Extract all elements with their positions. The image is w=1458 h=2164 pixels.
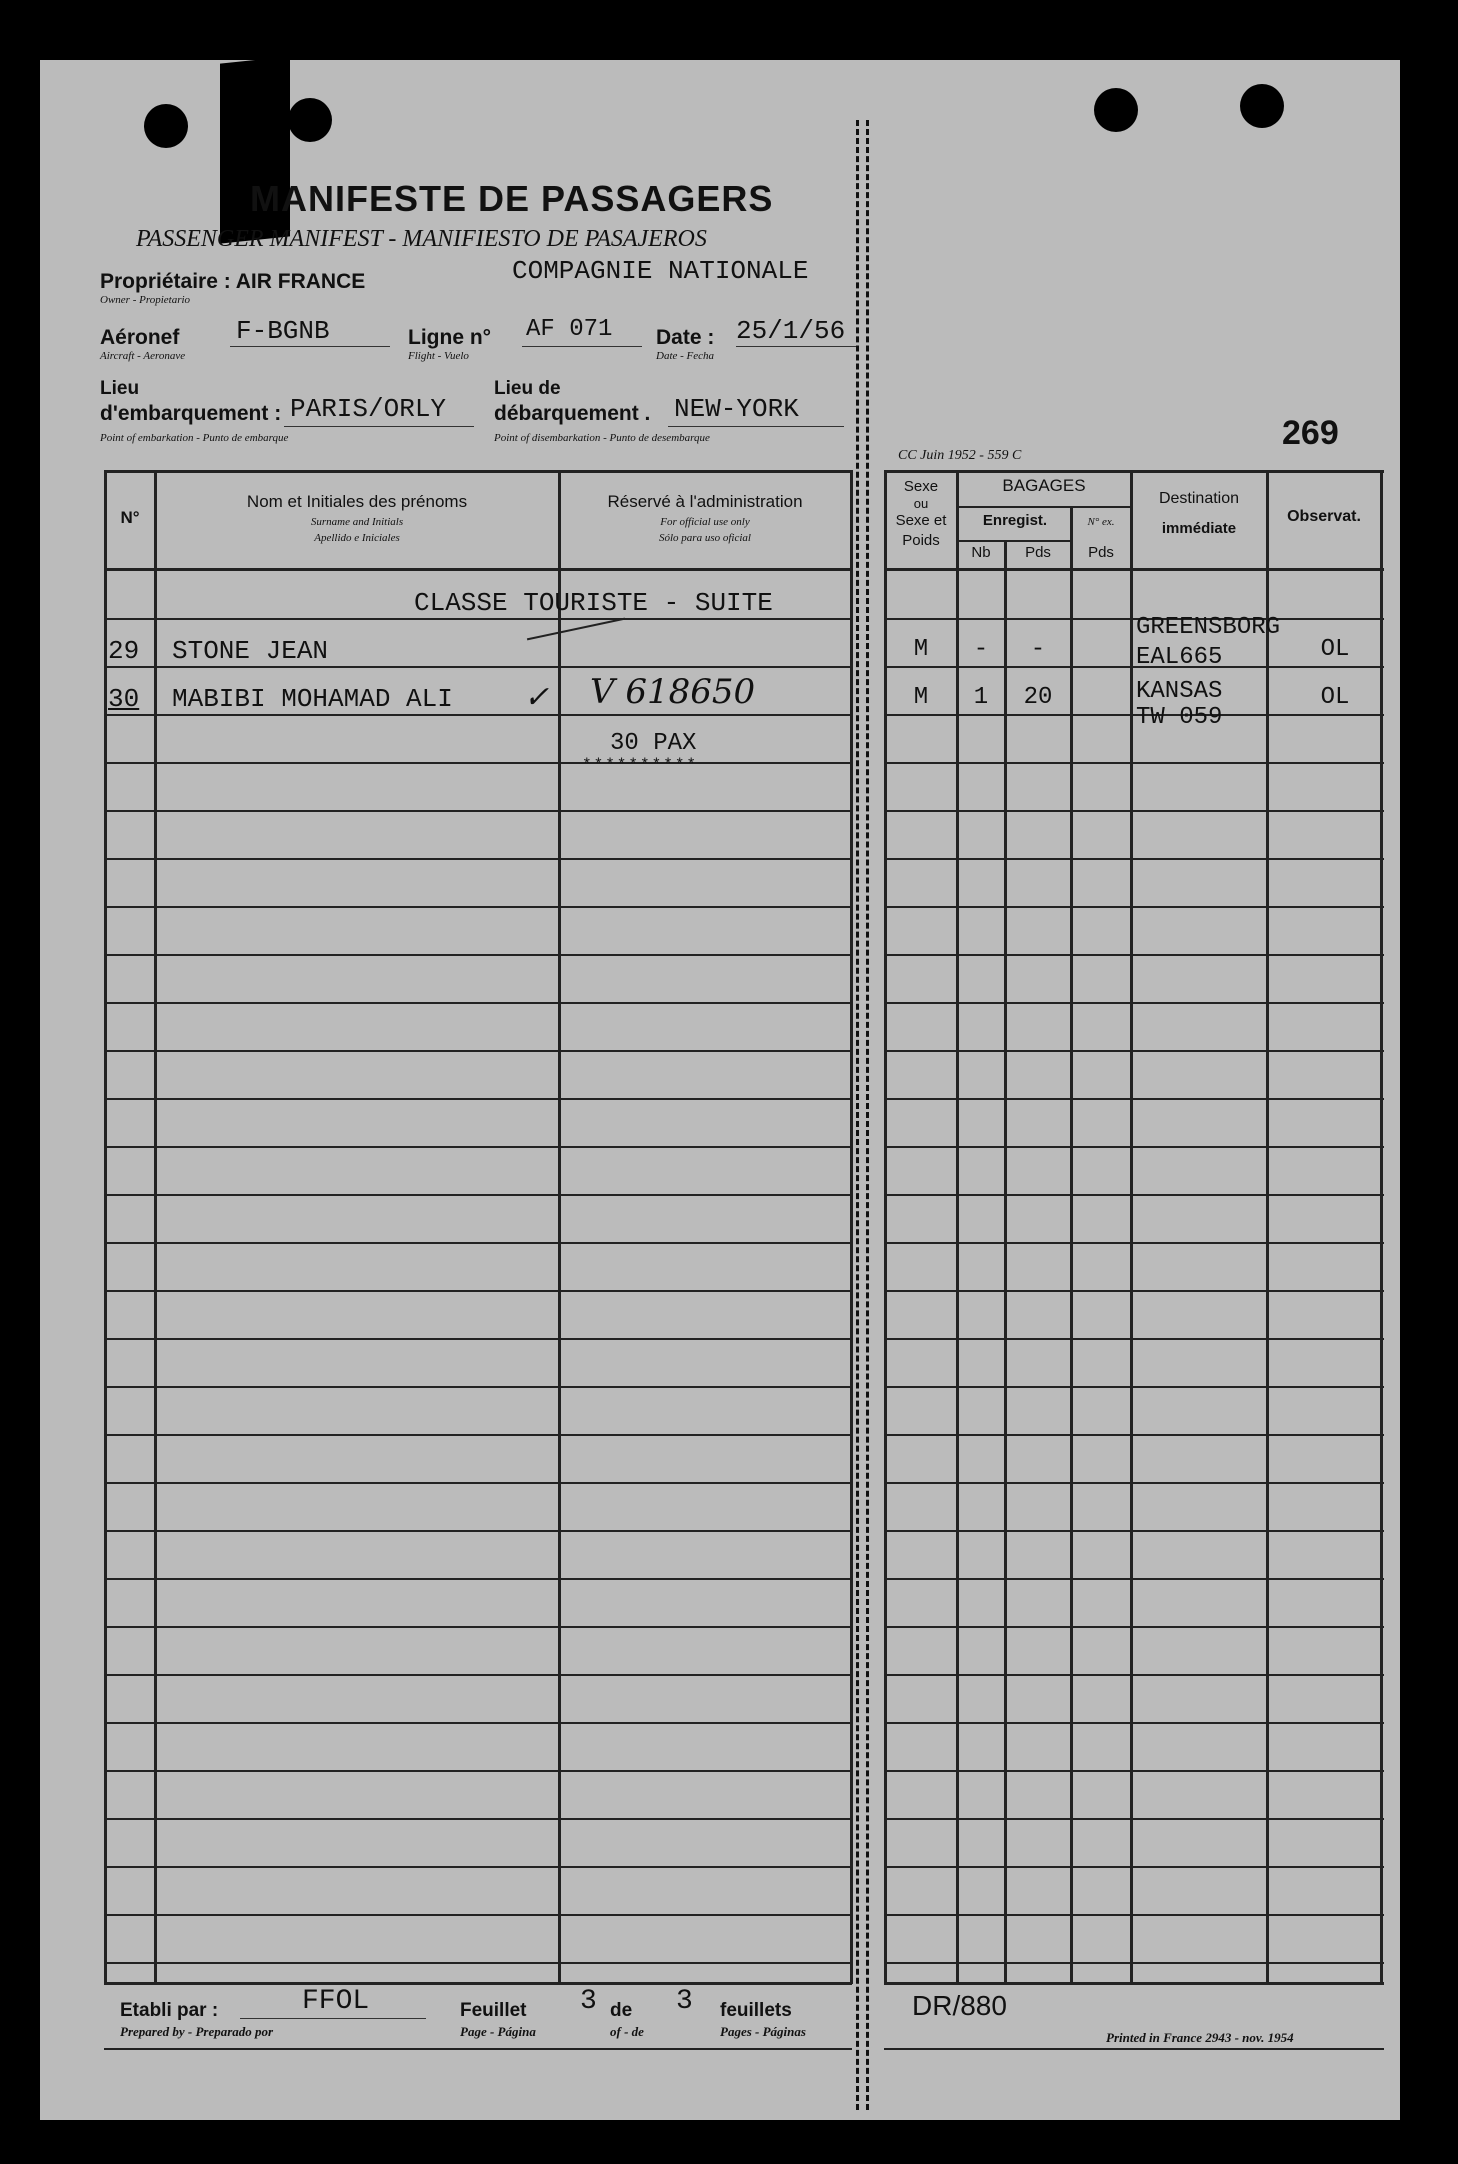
admin-reference: V 618650 <box>590 672 756 712</box>
row-rule <box>884 1434 1384 1436</box>
col-header-admin: Réservé à l'administration <box>607 492 803 511</box>
col-border-pds <box>1070 506 1073 1984</box>
of-label: de <box>610 2000 633 2021</box>
embark-value: PARIS/ORLY <box>290 394 447 424</box>
footer-bottom-line-right <box>884 2048 1384 2050</box>
row-rule <box>884 1626 1384 1628</box>
manifest-sheet <box>40 60 1400 2120</box>
aircraft-label: Aéronef <box>100 326 180 349</box>
header-bottom-border <box>104 568 852 571</box>
form-code: CC Juin 1952 - 559 C <box>898 448 1022 463</box>
row-rule <box>104 810 852 812</box>
col-header-no: N° <box>120 508 140 527</box>
row-rule <box>884 1338 1384 1340</box>
row-rule <box>104 618 852 620</box>
flight-sub: Flight - Vuelo <box>408 350 469 362</box>
col-header-baggage: BAGAGES <box>1002 476 1086 495</box>
right-header-bottom <box>884 568 1384 571</box>
disembark-sub: Point of disembarkation - Punto de desembarque <box>494 432 710 444</box>
row-rule <box>884 1146 1384 1148</box>
col-header-registered: Enregist. <box>982 512 1048 529</box>
destination-city: KANSAS <box>1136 678 1223 705</box>
embark-sub: Point of embarkation - Punto de embarque <box>100 432 289 444</box>
row-rule <box>104 1482 852 1484</box>
flight-label: Ligne n° <box>408 326 492 349</box>
punch-hole <box>288 98 332 142</box>
row-rule <box>884 1914 1384 1916</box>
right-table-top-border <box>884 470 1384 473</box>
row-rule <box>884 858 1384 860</box>
date-label: Date : <box>656 326 715 349</box>
date-value: 25/1/56 <box>736 316 846 346</box>
row-rule <box>104 954 852 956</box>
total-stars: ********** <box>582 756 699 774</box>
row-rule <box>104 1866 852 1868</box>
row-rule <box>104 1722 852 1724</box>
row-rule <box>104 1146 852 1148</box>
sheet-label: Feuillet <box>460 2000 527 2021</box>
row-rule <box>884 906 1384 908</box>
check-mark-icon: ✓ <box>524 680 550 715</box>
col-header-pds-excess: Pds <box>1088 544 1114 561</box>
row-number: 29 <box>108 636 140 666</box>
col-header-destination-2: immédiate <box>1161 520 1237 537</box>
col-header-pds: Pds <box>1025 544 1051 561</box>
aircraft-sub: Aircraft - Aeronave <box>100 350 186 362</box>
prepared-label: Etabli par : <box>120 2000 219 2021</box>
row-rule <box>884 810 1384 812</box>
col-header-destination-1: Destination <box>1158 490 1240 507</box>
col-border-right <box>850 470 853 1984</box>
owner-sub: Owner - Propietario <box>100 294 191 306</box>
row-rule <box>104 1626 852 1628</box>
col-border-left <box>104 470 107 1984</box>
disembark-field-line <box>668 426 844 427</box>
punch-hole <box>144 104 188 148</box>
prepared-sub: Prepared by - Preparado por <box>120 2024 274 2039</box>
perforation-line <box>856 120 859 2110</box>
perforation-line <box>866 120 869 2110</box>
col-header-name-sub1: Surname and Initials <box>310 516 404 528</box>
embark-label-2: d'embarquement : <box>100 402 282 425</box>
company-stamp: COMPAGNIE NATIONALE <box>512 256 809 286</box>
of-sub: of - de <box>610 2024 644 2039</box>
reference-code: DR/880 <box>912 1990 1007 2021</box>
col-header-nb: Nb <box>971 544 991 561</box>
col-border-name <box>558 470 561 1984</box>
row-rule <box>104 1674 852 1676</box>
manifest-subtitle: PASSENGER MANIFEST - MANIFIESTO DE PASAJEROS <box>136 226 707 252</box>
col-border-excess <box>1130 470 1133 1984</box>
right-table-bottom <box>884 1982 1384 1985</box>
passenger-sex: M <box>913 684 929 711</box>
disembark-value: NEW-YORK <box>674 394 799 424</box>
page-number: 269 <box>1282 414 1339 452</box>
row-rule <box>884 1578 1384 1580</box>
row-rule <box>884 1482 1384 1484</box>
prepared-value: FFOL <box>302 1986 370 2017</box>
row-rule <box>104 1530 852 1532</box>
row-rule <box>104 1194 852 1196</box>
col-border-right-edge <box>1380 470 1383 1984</box>
row-rule <box>104 1290 852 1292</box>
row-rule <box>884 954 1384 956</box>
sheets-label: feuillets <box>720 2000 792 2021</box>
col-header-sex-1: Sexe <box>903 478 939 495</box>
col-border-nb <box>1004 540 1007 1984</box>
aircraft-value: F-BGNB <box>236 316 330 346</box>
col-border-no <box>154 470 157 1984</box>
punch-hole <box>1094 88 1138 132</box>
row-rule <box>104 1098 852 1100</box>
destination-flight: EAL665 <box>1136 644 1223 671</box>
baggage-count: - <box>973 636 989 663</box>
row-rule <box>104 1050 852 1052</box>
flight-value: AF 071 <box>526 316 613 343</box>
row-rule <box>104 666 852 668</box>
date-sub: Date - Fecha <box>656 350 715 362</box>
row-rule <box>104 1002 852 1004</box>
of-value: 3 <box>676 1986 693 2017</box>
row-rule <box>884 1098 1384 1100</box>
row-rule <box>884 1290 1384 1292</box>
col-header-excess: N° ex. <box>1087 516 1115 528</box>
row-rule <box>884 1770 1384 1772</box>
col-header-sex-2: ou <box>913 496 929 511</box>
owner-label: Propriétaire : AIR FRANCE <box>100 270 366 293</box>
row-rule <box>104 1818 852 1820</box>
sheet-value: 3 <box>580 1986 597 2017</box>
col-header-sex-4: Poids <box>902 532 940 549</box>
row-rule <box>104 1386 852 1388</box>
row-rule <box>884 1722 1384 1724</box>
row-rule <box>104 1434 852 1436</box>
section-title: CLASSE TOURISTE - SUITE <box>414 588 773 618</box>
col-header-sex-3: Sexe et <box>895 512 947 529</box>
sheets-sub: Pages - Páginas <box>720 2024 806 2039</box>
row-rule <box>104 1914 852 1916</box>
row-rule <box>884 1674 1384 1676</box>
manifest-title: MANIFESTE DE PASSAGERS <box>250 178 774 219</box>
punch-hole <box>1240 84 1284 128</box>
row-rule <box>884 666 1384 668</box>
passenger-name: MABIBI MOHAMAD ALI <box>172 684 453 714</box>
passenger-name: STONE JEAN <box>172 636 329 666</box>
aircraft-field-line <box>230 346 390 347</box>
col-border-destination <box>1266 470 1269 1984</box>
row-rule <box>884 1530 1384 1532</box>
row-rule <box>104 1338 852 1340</box>
enregist-sub-border <box>958 540 1072 542</box>
disembark-label-1: Lieu de <box>494 378 561 399</box>
row-rule <box>884 1242 1384 1244</box>
row-rule <box>884 714 1384 716</box>
table-bottom-border <box>104 1982 852 1985</box>
row-rule <box>884 1002 1384 1004</box>
baggage-weight: 20 <box>1023 684 1053 711</box>
row-rule <box>104 762 852 764</box>
date-field-line <box>736 346 856 347</box>
row-rule <box>104 1578 852 1580</box>
row-rule <box>884 618 1384 620</box>
row-rule <box>884 1818 1384 1820</box>
row-rule <box>884 1866 1384 1868</box>
row-rule <box>884 762 1384 764</box>
embark-field-line <box>284 426 474 427</box>
footer-bottom-line <box>104 2048 852 2050</box>
table-top-border <box>104 470 852 473</box>
row-rule <box>884 1194 1384 1196</box>
row-rule <box>104 714 852 716</box>
col-header-admin-sub2: Sólo para uso oficial <box>659 532 751 544</box>
row-rule <box>104 1770 852 1772</box>
destination-flight: TW 059 <box>1136 704 1223 731</box>
sheet-sub: Page - Página <box>460 2024 536 2039</box>
observation: OL <box>1320 684 1350 711</box>
col-header-name: Nom et Initiales des prénoms <box>246 492 468 511</box>
total-pax: 30 PAX <box>610 730 697 757</box>
row-rule <box>884 1050 1384 1052</box>
row-rule <box>104 1242 852 1244</box>
baggage-weight: - <box>1030 636 1046 663</box>
row-rule <box>104 858 852 860</box>
row-number: 30 <box>108 684 140 714</box>
destination-city: GREENSBORG <box>1136 614 1281 641</box>
row-rule <box>884 1962 1384 1964</box>
row-rule <box>104 906 852 908</box>
col-header-name-sub2: Apellido e Iniciales <box>314 532 400 544</box>
baggage-count: 1 <box>973 684 989 711</box>
printed-note: Printed in France 2943 - nov. 1954 <box>1106 2030 1294 2045</box>
prepared-field-line <box>240 2018 426 2019</box>
row-rule <box>104 1962 852 1964</box>
col-header-observations: Observat. <box>1287 508 1361 525</box>
baggage-sub-border <box>958 506 1130 508</box>
observation: OL <box>1320 636 1350 663</box>
embark-label-1: Lieu <box>100 378 140 399</box>
disembark-label-2: débarquement . <box>494 402 651 425</box>
row-rule <box>884 1386 1384 1388</box>
passenger-sex: M <box>913 636 929 663</box>
flight-field-line <box>522 346 642 347</box>
col-header-admin-sub1: For official use only <box>660 516 750 528</box>
